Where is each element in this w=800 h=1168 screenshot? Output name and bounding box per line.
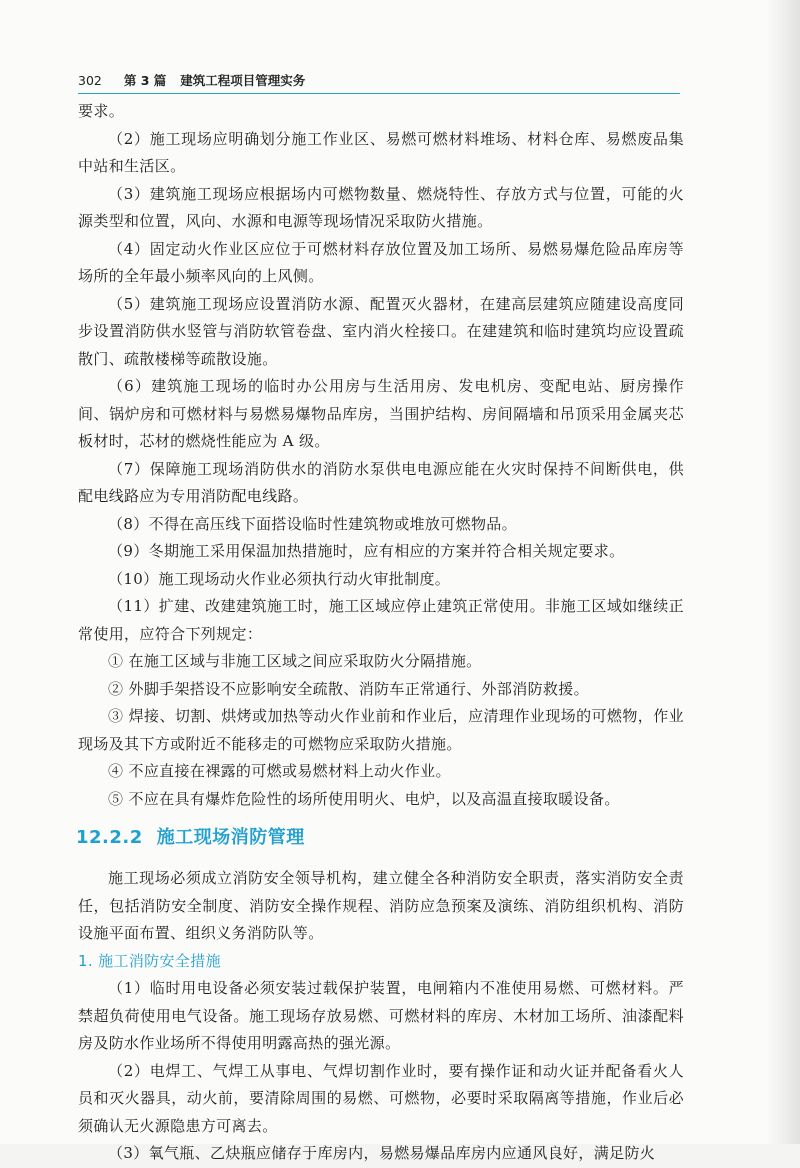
paragraph: （7）保障施工现场消防供水的消防水泵供电电源应能在火灾时保持不间断供电，供配电线路应为专用消防配电线路。: [78, 459, 684, 505]
section-title: 施工现场消防管理: [156, 827, 305, 848]
body-text: [78, 98, 684, 1168]
paragraph: （11）扩建、改建建筑施工时，施工区域应停止建筑正常使用。非施工区域如继续正常使用，应符合下列规定：: [78, 597, 684, 643]
paragraph: （2）电焊工、气焊工从事电、气焊切割作业时，要有操作证和动火证并配备看火人员和灭火器具，动火前，要清除周围的易燃、可燃物，必要时采取隔离等措施，作业后必须确认无火源隐患方可离去。: [78, 1061, 684, 1135]
paragraph: （1）临时用电设备必须安装过载保护装置，电闸箱内不准使用易燃、可燃材料。严禁超负荷使用电气设备。施工现场存放易燃、可燃材料的库房、木材加工场所、油漆配料房及防水作业场所不得使用明露高热的强光源。: [78, 979, 684, 1052]
section-number: 12.2.2: [76, 827, 143, 848]
paragraph: （3）氧气瓶、乙炔瓶应储存于库房内，易燃易爆品库房内应通风良好，满足防火: [108, 1144, 656, 1162]
list-item: ③ 焊接、切割、烘烤或加热等动火作业前和作业后，应清理作业现场的可燃物，作业现场及其下方或附近不能移走的可燃物应采取防火措施。: [78, 707, 684, 753]
page-number: 302: [78, 72, 102, 88]
running-header: [78, 68, 680, 92]
section-intro: 施工现场必须成立消防安全领导机构，建立健全各种消防安全职责，落实消防安全责任，包括消防安全制度、消防安全操作规程、消防应急预案及演练、消防组织机构、消防设施平面布置、组织义务消防队等。: [78, 869, 684, 942]
header-title: 建筑工程项目管理实务: [180, 73, 306, 88]
paragraph: （6）建筑施工现场的临时办公用房与生活用房、发电机房、变配电站、厨房操作间、锅炉房和可燃材料与易燃易爆物品库房，当围护结构、房间隔墙和吊顶采用金属夹芯板材时，芯材的燃烧性能应为 A 级。: [78, 377, 684, 450]
part-label: 第 3 篇: [123, 73, 167, 88]
paragraph: 要求。: [78, 102, 125, 120]
paragraph: （2）施工现场应明确划分施工作业区、易燃可燃材料堆场、材料仓库、易燃废品集中站和生活区。: [78, 129, 684, 175]
list-item: ④ 不应直接在裸露的可燃或易燃材料上动火作业。: [108, 762, 451, 780]
list-item: ① 在施工区域与非施工区域之间应采取防火分隔措施。: [108, 652, 482, 670]
list-item: ② 外脚手架搭设不应影响安全疏散、消防车正常通行、外部消防救援。: [108, 679, 589, 698]
paragraph: （9）冬期施工采用保温加热措施时，应有相应的方案并符合相关规定要求。: [108, 542, 625, 560]
page-edge-shadow: [766, 0, 800, 1144]
subsection-heading: 1. 施工消防安全措施: [78, 951, 221, 970]
header-rule: [78, 93, 680, 94]
paragraph: （10）施工现场动火作业必须执行动火审批制度。: [108, 569, 451, 588]
section-heading: [76, 823, 684, 853]
paragraph: （3）建筑施工现场应根据场内可燃物数量、燃烧特性、存放方式与位置，可能的火源类型和位置，风向、水源和电源等现场情况采取防火措施。: [78, 184, 684, 230]
paragraph: （8）不得在高压线下面搭设临时性建筑物或堆放可燃物品。: [108, 514, 517, 533]
paragraph: （4）固定动火作业区应位于可燃材料存放位置及加工场所、易燃易爆危险品库房等场所的全年最小频率风向的上风侧。: [78, 239, 684, 285]
paragraph: （5）建筑施工现场应设置消防水源、配置灭火器材，在建高层建筑应随建设高度同步设置消防供水竖管与消防软管卷盘、室内消火栓接口。在建建筑和临时建筑均应设置疏散门、疏散楼梯等疏散设施。: [78, 294, 684, 368]
list-item: ⑤ 不应在具有爆炸危险性的场所使用明火、电炉，以及高温直接取暖设备。: [108, 789, 620, 808]
